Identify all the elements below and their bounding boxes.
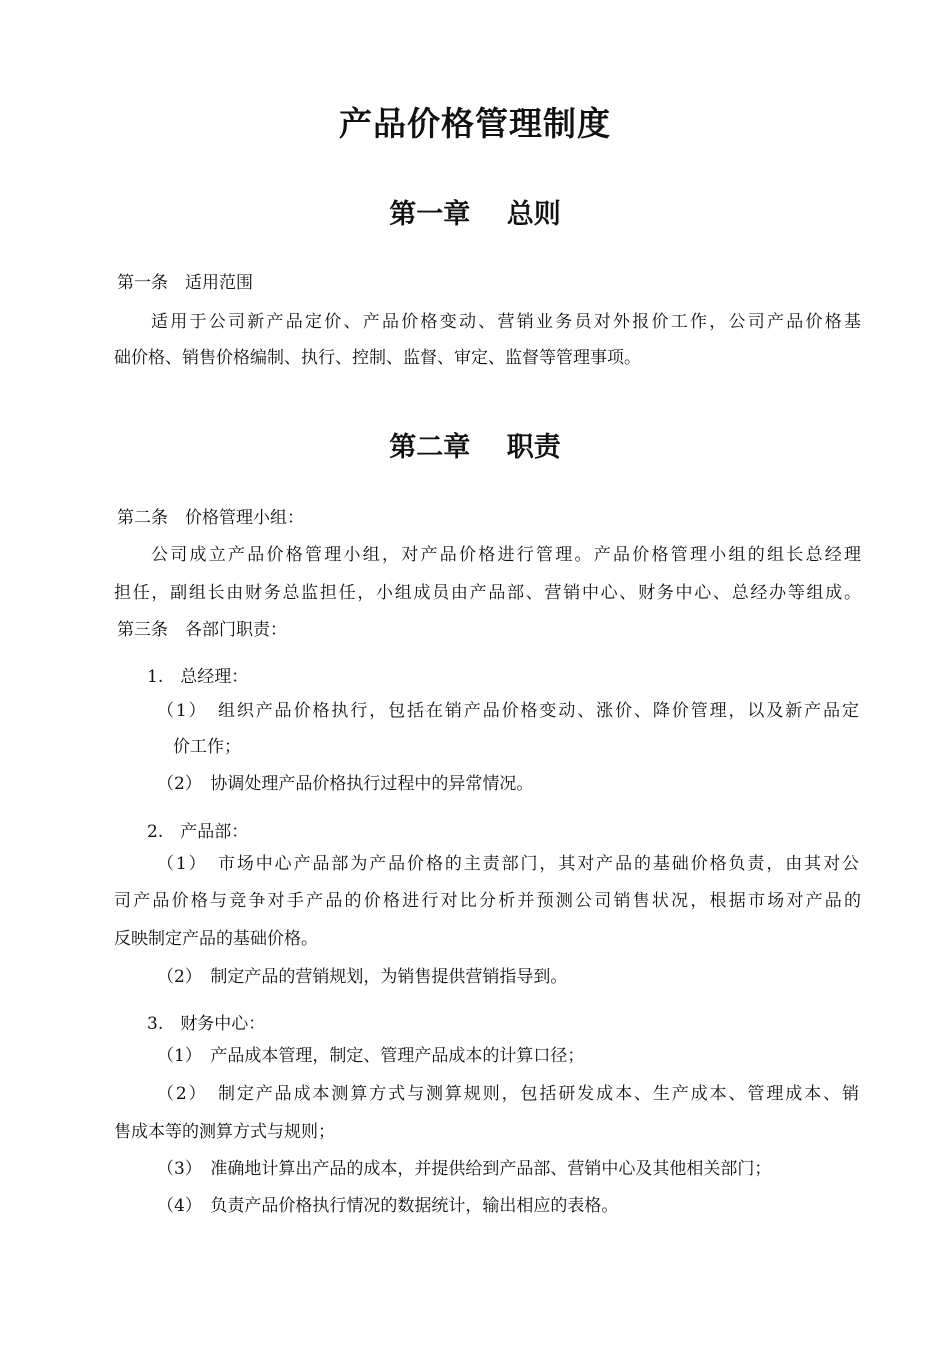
section-1-line-3: （2） 协调处理产品价格执行过程中的异常情况。 [157,774,534,794]
section-1-line-1: （1） 组织产品价格执行，包括在销产品价格变动、涨价、降价管理，以及新产品定 [157,701,859,721]
article-2-heading: 第二条 价格管理小组： [117,508,304,528]
section-3-heading: 3. 财务中心： [147,1014,266,1034]
section-3-line-2: （2） 制定产品成本测算方式与测算规则，包括研发成本、生产成本、管理成本、销 [157,1084,859,1104]
section-2-heading: 2. 产品部： [147,822,249,842]
section-3-line-4: （3） 准确地计算出产品的成本，并提供给到产品部、营销中心及其他相关部门； [157,1159,772,1179]
section-3-line-1: （1） 产品成本管理，制定、管理产品成本的计算口径； [157,1046,585,1066]
section-3-line-5: （4） 负责产品价格执行情况的数据统计，输出相应的表格。 [157,1196,619,1216]
article-1-line-2: 础价格、销售价格编制、执行、控制、监督、审定、监督等管理事项。 [114,348,641,368]
section-3-line-3: 售成本等的测算方式与规则； [114,1122,335,1142]
article-1-line-1: 适用于公司新产品定价、产品价格变动、营销业务员对外报价工作，公司产品价格基 [151,312,861,332]
section-1-line-2: 价工作； [173,737,241,757]
section-2-line-3: 反映制定产品的基础价格。 [114,929,318,949]
article-2-line-2: 担任，副组长由财务总监担任，小组成员由产品部、营销中心、财务中心、总经办等组成。 [114,583,861,603]
section-2-line-1: （1） 市场中心产品部为产品价格的主责部门，其对产品的基础价格负责，由其对公 [157,854,859,874]
document-title: 产品价格管理制度 [339,104,611,143]
chapter-1-title: 第一章 总则 [389,199,561,230]
article-3-heading: 第三条 各部门职责： [117,620,287,640]
section-2-line-2: 司产品价格与竞争对手产品的价格进行对比分析并预测公司销售状况，根据市场对产品的 [114,891,861,911]
section-2-line-4: （2） 制定产品的营销规划，为销售提供营销指导到。 [157,967,568,987]
article-1-heading: 第一条 适用范围 [117,273,253,293]
section-1-heading: 1. 总经理： [147,667,249,687]
article-2-line-1: 公司成立产品价格管理小组，对产品价格进行管理。产品价格管理小组的组长总经理 [151,545,861,565]
chapter-2-title: 第二章 职责 [389,432,561,463]
